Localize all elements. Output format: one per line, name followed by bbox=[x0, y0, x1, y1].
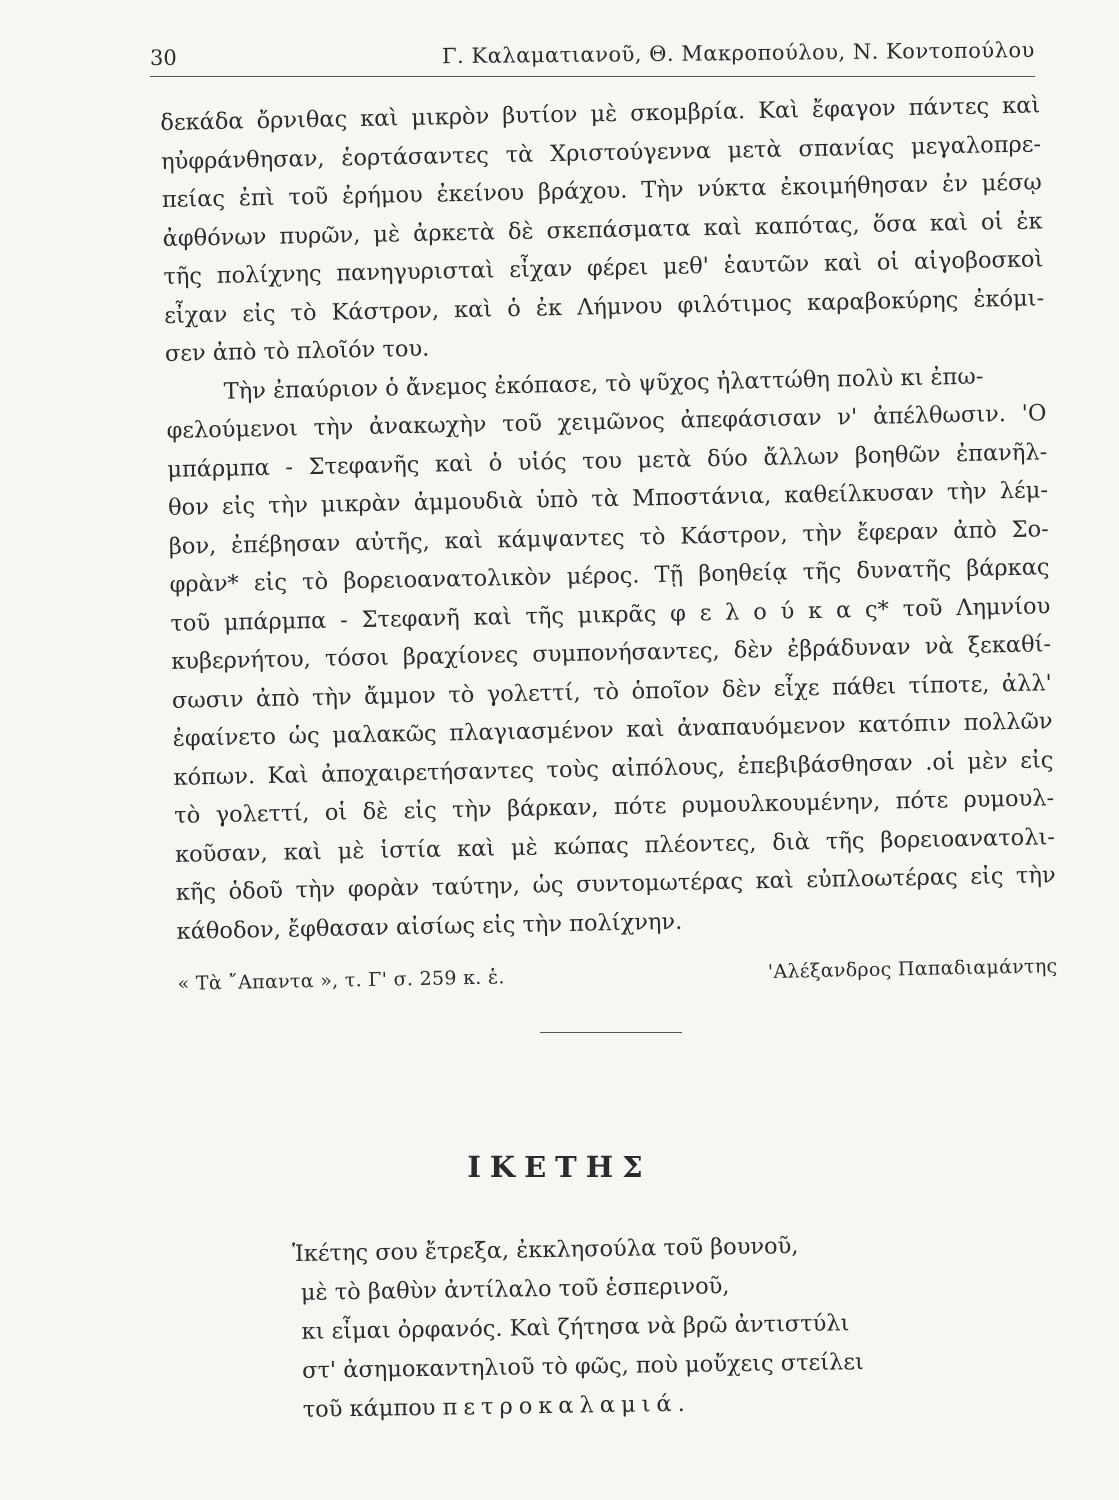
poem bbox=[292, 1225, 935, 1430]
prose-line: θον εἰς τὴν μικρὰν ἀμμουδιὰ ὑπὸ τὰ Μποστάνια, καθείλκυσαν τὴν λέμ- bbox=[167, 477, 1049, 521]
prose-line: Τὴν ἐπαύριον ὁ ἄνεμος ἐκόπασε, τὸ ψῦχος ἠλαττώθη πολὺ κι ἐπω- bbox=[223, 363, 984, 405]
prose-line: βον, ἐπέβησαν αὐτῆς, καὶ κάμψαντες τὸ Κάστρον, τὴν ἔφεραν ἀπὸ Σο- bbox=[168, 515, 1049, 560]
prose-line: κῆς ὁδοῦ τὴν φορὰν ταύτην, ὡς συντομωτέρας καὶ εὐπλοωτέρας εἰς τὴν bbox=[175, 862, 1056, 906]
poem-line: κι εἶμαι ὀρφανός. Καὶ ζήτησα νὰ βρῶ ἀντιστύλι bbox=[301, 1310, 850, 1345]
prose-line: κυβερνήτου, τόσοι βραχίονες συμπονήσαντες, δὲν ἐβράδυναν νὰ ξεκαθί- bbox=[170, 631, 1052, 675]
prose-line: ἀφθόνων πυρῶν, μὲ ἀρκετὰ δὲ σκεπάσματα καὶ καπότας, ὅσα καὶ οἱ ἐκ bbox=[162, 207, 1043, 252]
running-head: Γ. Καλαματιανοῦ, Θ. Μακροπούλου, Ν. Κοντοπούλου bbox=[442, 38, 1036, 69]
prose-line: ηὐφράνθησαν, ἑορτάσαντες τὰ Χριστούγεννα μετὰ σπανίας μεγαλοπρε- bbox=[160, 130, 1042, 175]
poem-title: ΙΚΕΤΗΣ bbox=[467, 1150, 652, 1184]
prose-line: κάθοδον, ἔφθασαν αἰσίως εἰς τὴν πολίχνην. bbox=[176, 908, 683, 945]
prose-line: φελούμενοι τὴν ἀνακωχὴν τοῦ χειμῶνος ἀπεφάσισαν ν' ἀπέλθωσιν. 'Ο bbox=[166, 400, 1047, 444]
citation bbox=[177, 947, 1058, 1003]
prose-line: δεκάδα ὄρνιθας καὶ μικρὸν βυτίον μὲ σκομβρία. Καὶ ἔφαγον πάντες καὶ bbox=[160, 92, 1041, 136]
prose-line: ἐφαίνετο ὡς μαλακῶς πλαγιασμένον καὶ ἀναπαυόμενον κατόπιν πολλῶν bbox=[172, 708, 1053, 752]
prose-line: εἶχαν εἰς τὸ Κάστρον, καὶ ὁ ἐκ Λήμνου φιλότιμος καραβοκύρης ἐκόμι- bbox=[163, 284, 1045, 329]
section-divider bbox=[540, 1032, 682, 1033]
poem-line: μὲ τὸ βαθὺν ἀντίλαλο τοῦ ἑσπερινοῦ, bbox=[300, 1273, 730, 1306]
citation-author: 'Αλέξανδρος Παπαδιαμάντης bbox=[767, 955, 1058, 983]
prose-line: φρὰν* εἰς τὸ βορειοανατολικὸν μέρος. Τῇ βοηθείᾳ τῆς δυνατῆς βάρκας bbox=[169, 554, 1050, 598]
poem-line: στ' ἀσημοκαντηλιοῦ τὸ φῶς, ποὺ μοὔχεις στείλει bbox=[301, 1349, 865, 1384]
page-number: 30 bbox=[150, 46, 177, 70]
citation-source: « Τὰ ῎Απαντα », τ. Γ' σ. 259 κ. ἑ. bbox=[177, 966, 505, 995]
prose-passage bbox=[160, 86, 1058, 1003]
prose-line: μπάρμπα - Στεφανῆς καὶ ὁ υἱός του μετὰ δύο ἄλλων βοηθῶν ἐπανῆλ- bbox=[167, 438, 1048, 483]
poem-line: Ἱκέτης σου ἔτρεξα, ἐκκλησούλα τοῦ βουνοῦ, bbox=[292, 1233, 799, 1267]
prose-line: πείας ἐπὶ τοῦ ἐρήμου ἐκείνου βράχου. Τὴν νύκτα ἐκοιμήθησαν ἐν μέσῳ bbox=[161, 169, 1043, 213]
page-header bbox=[150, 36, 1035, 77]
poem-spaced-word: πετροκαλαμιά. bbox=[442, 1390, 691, 1421]
prose-line: κόπων. Καὶ ἀποχαιρετήσαντες τοὺς αἰπόλους, ἐπεβιβάσθησαν .οἱ μὲν εἰς bbox=[173, 746, 1054, 791]
prose-line: σεν ἀπὸ τὸ πλοῖόν του. bbox=[164, 335, 430, 367]
prose-line: τοῦ μπάρμπα - Στεφανῆ καὶ τῆς μικρᾶς φ ε λ ο ύ κ α ς* τοῦ Λημνίου bbox=[170, 592, 1051, 637]
prose-line: κοῦσαν, καὶ μὲ ἱστία καὶ μὲ κώπας πλέοντες, διὰ τῆς βορειοανατολι- bbox=[174, 823, 1056, 868]
prose-line: τῆς πολίχνης πανηγυρισταὶ εἶχαν φέρει μεθ' ἑαυτῶν καὶ οἱ αἰγοβοσκοὶ bbox=[163, 246, 1044, 290]
prose-line: σωσιν ἀπὸ τὴν ἄμμον τὸ γολεττί, τὸ ὁποῖον δὲν εἶχε πάθει τίποτε, ἀλλ' bbox=[171, 669, 1053, 714]
poem-line-start: τοῦ κάμπου bbox=[302, 1394, 443, 1423]
prose-line: τὸ γολεττί, οἱ δὲ εἰς τὴν βάρκαν, πότε ρυμουλκουμένην, πότε ρυμουλ- bbox=[174, 785, 1055, 829]
